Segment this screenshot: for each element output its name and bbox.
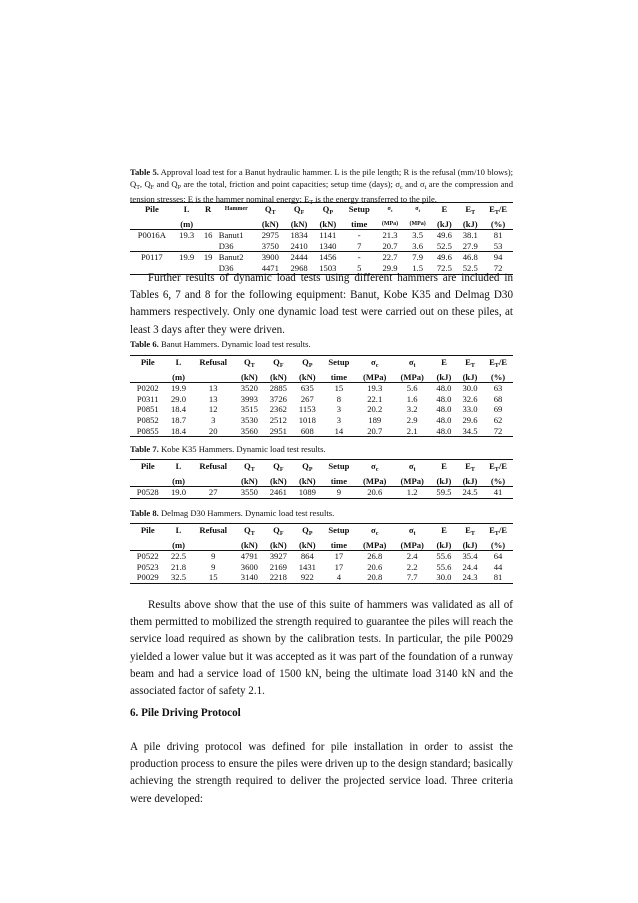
table5-caption-text: Approval load test for a Banut hydraulic hammer. L is the pile length; R is the refusal (mm/10 blows); Q	[130, 167, 513, 189]
table5-cell: 5	[342, 263, 376, 274]
table6-unit-10: (kJ)	[457, 372, 483, 383]
table6-unit-11: (%)	[483, 372, 513, 383]
table5-unit-0	[130, 219, 174, 230]
table5-caption-rest: $_T$, $Q_F$ and $Q_P$ are the total, friction and point capacities; setup time (days); $\sigma_c$ and $\sigma_t$ are the compression and tension stresses; E is the hammer nominal energy; $E_T$ is the energy transferred to the pile.	[130, 178, 514, 207]
table5-unit-12: (%)	[483, 219, 513, 230]
table5-cell: 53	[493, 240, 503, 251]
table5-unit-6: (kN)	[313, 219, 342, 230]
table-row	[130, 426, 513, 437]
table6	[130, 355, 513, 437]
table6-unit-0	[130, 372, 166, 383]
table7-header-1: L	[166, 460, 192, 476]
table6-header-4: $Q_F$	[264, 356, 293, 372]
table7-cell: 9	[322, 487, 356, 499]
table8-cell: 32.5	[166, 572, 192, 583]
table8-cell: 44	[493, 561, 503, 572]
table7-header-9: E	[431, 460, 457, 476]
table8-cell: 24.4	[462, 561, 478, 572]
table8-header-10: $E_T$	[457, 524, 483, 540]
table8-unit-3: (kN)	[235, 540, 264, 551]
table6-cell: 1.6	[406, 393, 418, 404]
table7-header-0: Pile	[130, 460, 166, 476]
table8-cell: 922	[293, 572, 322, 583]
table5-header-4: $Q_T$	[256, 203, 285, 219]
table6-header-1: L	[166, 356, 192, 372]
table5-unit-5: (kN)	[285, 219, 314, 230]
table6-unit-3: (kN)	[235, 372, 264, 383]
table7-cell: 3550	[235, 487, 264, 499]
table8-header-6: Setup	[322, 524, 356, 540]
table5-unit-9: (MPa)	[404, 219, 432, 230]
table6-cell: 8	[336, 393, 342, 404]
table6-caption-text: Banut Hammers. Dynamic load test results.	[158, 339, 311, 349]
table5-header-6: $Q_P$	[313, 203, 342, 219]
table8-cell: 3927	[269, 551, 287, 562]
table6-cell: 3726	[269, 393, 287, 404]
table7-cell: 1.2	[393, 487, 430, 499]
table6-cell: 18.4	[166, 426, 192, 437]
table6-cell: 48.0	[436, 383, 452, 394]
table7-header-10: $E_T$	[457, 460, 483, 476]
table6-cell: 48.0	[431, 426, 457, 437]
table5-cell: 1.5	[404, 263, 432, 274]
table7-unit-1: (m)	[166, 476, 192, 487]
table8-caption	[130, 508, 513, 520]
table8-unit-8: (MPa)	[393, 540, 430, 551]
table5-cell: 1340	[319, 240, 337, 251]
table5-cell	[174, 241, 200, 252]
table5-cell: 46.8	[457, 252, 483, 263]
table7-header-2: Refusal	[192, 460, 235, 476]
table6-cell: 3	[336, 414, 342, 425]
table8-header-3: $Q_T$	[235, 524, 264, 540]
table8-cell: 864	[300, 551, 314, 562]
table6-cell: 3520	[240, 383, 258, 394]
table5-caption-label: Table 5.	[130, 167, 159, 177]
table7-unit-0	[130, 476, 166, 487]
table8-unit-5: (kN)	[293, 540, 322, 551]
table7-unit-4: (kN)	[264, 476, 293, 487]
table6-cell: 48.0	[436, 414, 452, 425]
table6-cell: 30.0	[462, 383, 478, 394]
table5-cell: 2444	[285, 252, 314, 263]
table5-unit-7: time	[342, 219, 376, 230]
table8-cell: 17	[334, 561, 344, 572]
table5-cell: 20.7	[382, 240, 398, 251]
table8-cell: 35.4	[462, 551, 478, 562]
table8-cell: P0522	[136, 551, 159, 562]
table7-unit-9: (kJ)	[431, 476, 457, 487]
table8-unit-9: (kJ)	[431, 540, 457, 551]
table7-unit-6: time	[322, 476, 356, 487]
table7-header-3: $Q_T$	[235, 460, 264, 476]
table5-cell: 2968	[285, 263, 314, 274]
table7-header-7: $\sigma_c$	[356, 460, 393, 476]
table8-cell: 20.6	[367, 561, 383, 572]
table6-header-11: $E_T/E$	[483, 356, 513, 372]
table6-cell: 72	[483, 426, 513, 437]
table6-cell: P0855	[130, 426, 166, 437]
table8-caption-text: Delmag D30 Hammers. Dynamic load test results.	[158, 508, 335, 518]
table5-cell: 52.5	[457, 263, 483, 274]
table5-header-8: $\sigma_c$	[376, 203, 404, 219]
table8-cell: 24.3	[457, 572, 483, 583]
table-row	[130, 383, 513, 394]
table5-header-3: Hammer	[217, 203, 256, 219]
table8-header-11: $E_T/E$	[483, 524, 513, 540]
table7-unit-3: (kN)	[235, 476, 264, 487]
table7-cell: P0528	[130, 487, 166, 499]
table6-cell: 62	[493, 414, 503, 425]
table5-cell: Banut2	[217, 252, 256, 263]
table6-cell: 3	[336, 404, 342, 415]
table8-cell: 9	[211, 561, 216, 572]
table6-cell: 2362	[269, 404, 287, 415]
table8-cell: 81	[483, 572, 513, 583]
table8-header-1: L	[166, 524, 192, 540]
table5-unit-10: (kJ)	[431, 219, 457, 230]
table8-unit-10: (kJ)	[457, 540, 483, 551]
table6-cell: 48.0	[436, 393, 452, 404]
table5-cell: 81	[493, 230, 503, 241]
table7-header-11: $E_T/E$	[483, 460, 513, 476]
table5-cell: D36	[217, 263, 256, 274]
table6-header-2: Refusal	[192, 356, 235, 372]
table8-header-4: $Q_F$	[264, 524, 293, 540]
table6-cell: 3530	[240, 414, 258, 425]
table6-cell: 189	[368, 414, 382, 425]
table8-cell: 3140	[235, 572, 264, 583]
table5-cell: D36	[218, 240, 234, 251]
table8-cell: 55.6	[436, 561, 452, 572]
table5-header-11: $E_T$	[457, 203, 483, 219]
table5-cell: 1503	[313, 263, 342, 274]
table6-header-8: $\sigma_t$	[393, 356, 430, 372]
table6-cell: 20.2	[367, 404, 383, 415]
table6-cell: 3515	[240, 404, 258, 415]
table5-cell: 49.6	[431, 252, 457, 263]
table8-cell: 3600	[240, 561, 258, 572]
table8-header-0: Pile	[130, 524, 166, 540]
table6-cell: 2885	[269, 383, 287, 394]
table-row	[130, 551, 513, 562]
table5-cell: 52.5	[436, 240, 452, 251]
section-heading: 6. Pile Driving Protocol	[130, 707, 241, 719]
table5-header-12: $E_T/E$	[483, 203, 513, 219]
table5-cell: 3.5	[412, 230, 423, 241]
table5-cell: 3900	[256, 252, 285, 263]
table5-cell: 19.3	[179, 230, 195, 241]
table5-cell: 7.9	[404, 252, 432, 263]
table5	[130, 202, 513, 275]
table5-cell: 21.3	[382, 230, 398, 241]
table8-cell: 2218	[264, 572, 293, 583]
table6-cell: 2.1	[393, 426, 430, 437]
table6-cell: 19.9	[171, 383, 187, 394]
table-row	[130, 404, 513, 415]
table5-cell: 1456	[313, 252, 342, 263]
table6-cell: 22.1	[367, 393, 383, 404]
table6-header-10: $E_T$	[457, 356, 483, 372]
table8-header-8: $\sigma_t$	[393, 524, 430, 540]
table6-header-7: $\sigma_c$	[356, 356, 393, 372]
table5-cell: 94	[483, 252, 513, 263]
table-row	[130, 394, 513, 405]
table6-container	[130, 355, 513, 437]
table6-header-9: E	[431, 356, 457, 372]
table8	[130, 523, 513, 584]
table6-cell: 12	[208, 404, 218, 415]
table8-cell: 17	[334, 551, 344, 562]
table6-cell: 20.7	[356, 426, 393, 437]
table5-header-0: Pile	[130, 203, 174, 219]
table5-cell: P0016A	[137, 230, 166, 241]
table5-unit-1: (m)	[174, 219, 200, 230]
table8-cell: 1431	[298, 561, 316, 572]
table6-cell: P0852	[136, 414, 159, 425]
table5-header-2: R	[200, 203, 217, 219]
table8-cell: 4791	[240, 551, 258, 562]
table6-cell: P0311	[136, 393, 159, 404]
table5-cell: -	[357, 230, 361, 241]
table7-header-5: $Q_P$	[293, 460, 322, 476]
table5-unit-2	[200, 219, 217, 230]
table6-cell: 3993	[240, 393, 258, 404]
table8-header-7: $\sigma_c$	[356, 524, 393, 540]
table6-cell: 29.6	[462, 414, 478, 425]
paragraph-pile-driving-protocol: A pile driving protocol was defined for pile installation in order to assist the production process to ensure the piles were driven up to the design standard; basically achieving the strength required to deliver the projected service load. Three criteria were developed:	[130, 741, 513, 805]
table5-unit-11: (kJ)	[457, 219, 483, 230]
table6-cell: 20	[192, 426, 235, 437]
table-row	[130, 415, 513, 426]
paragraph-results-above: Results above show that the use of this suite of hammers was validated as all of them permitted to mobilized the strength required to guarantee the piles will reach the service load required as shown by the calibration tests. In particular, the pile P0029 yielded a lower value but it was accepted as it was part of the foundation of a runway beam and had a service load of 1500 kN, being the ultimate load 3140 kN and the associated factor of safety 2.1.	[130, 599, 513, 698]
table-row	[130, 572, 513, 583]
table-row	[130, 562, 513, 573]
table8-container	[130, 523, 513, 584]
table8-cell: 7.7	[393, 572, 430, 583]
table6-cell: 18.4	[171, 404, 187, 415]
table7-cell: 24.5	[457, 487, 483, 499]
table8-cell: 22.5	[171, 551, 187, 562]
table6-cell: 29.0	[171, 393, 187, 404]
table8-cell: 30.0	[431, 572, 457, 583]
table5-cell: 16	[203, 230, 213, 241]
table8-header-5: $Q_P$	[293, 524, 322, 540]
table5-cell: Banut1	[218, 230, 244, 241]
table6-cell: 19.3	[367, 383, 383, 394]
table8-cell: 2.2	[406, 561, 418, 572]
table8-cell: 15	[192, 572, 235, 583]
table-row	[130, 230, 513, 241]
table6-cell: P0851	[136, 404, 159, 415]
table8-caption-label: Table 8.	[130, 508, 159, 518]
table7-unit-11: (%)	[483, 476, 513, 487]
table7-caption-text: Kobe K35 Hammers. Dynamic load test results.	[158, 444, 326, 454]
table6-header-0: Pile	[130, 356, 166, 372]
table7-header-8: $\sigma_t$	[393, 460, 430, 476]
table6-cell: 3.2	[406, 404, 418, 415]
table8-cell: 2.4	[406, 551, 418, 562]
table6-cell: 63	[493, 383, 503, 394]
table5-unit-8: (MPa)	[376, 219, 404, 230]
table-row	[130, 241, 513, 252]
table5-container	[130, 202, 513, 275]
table7-unit-8: (MPa)	[393, 476, 430, 487]
table7-container	[130, 459, 513, 499]
table5-cell: 49.6	[436, 230, 452, 241]
table5-cell: 2975	[261, 230, 279, 241]
table-row	[130, 252, 513, 263]
table8-cell: 21.8	[171, 561, 187, 572]
table8-header-2: Refusal	[192, 524, 235, 540]
table6-cell: 608	[293, 426, 322, 437]
table6-cell: 32.6	[462, 393, 478, 404]
table7-cell: 59.5	[431, 487, 457, 499]
table7-cell: 1089	[293, 487, 322, 499]
table8-unit-7: (MPa)	[356, 540, 393, 551]
table7-cell: 41	[483, 487, 513, 499]
table6-unit-1: (m)	[166, 372, 192, 383]
table8-unit-2	[192, 540, 235, 551]
paragraph-further-results: Further results of dynamic load tests using different hammers are included in Tables 6, 7 and 8 for the following equipment: Banut, Kobe K35 and Delmag D30 hammers respectively. Only one dynamic load test were carried out on these piles, at least 3 days after they were driven.	[130, 272, 513, 336]
table6-cell: 13	[208, 393, 218, 404]
table6-cell: P0202	[136, 383, 159, 394]
table7-caption-label: Table 7.	[130, 444, 159, 454]
table7-cell: 19.0	[166, 487, 192, 499]
table5-header-1: L	[174, 203, 200, 219]
table8-unit-11: (%)	[483, 540, 513, 551]
table6-cell: 68	[493, 393, 503, 404]
table8-cell: 2169	[269, 561, 287, 572]
table5-cell: 19.9	[174, 252, 200, 263]
table5-cell: 3750	[261, 240, 279, 251]
table5-cell: 27.9	[462, 240, 478, 251]
table8-unit-6: time	[322, 540, 356, 551]
table6-header-3: $Q_T$	[235, 356, 264, 372]
table8-cell: P0029	[130, 572, 166, 583]
table5-cell: 1141	[319, 230, 337, 241]
table5-cell: P0117	[130, 252, 174, 263]
table7-header-6: Setup	[322, 460, 356, 476]
table5-unit-3	[217, 219, 256, 230]
table6-cell: 1153	[298, 404, 316, 415]
table8-cell: 55.6	[436, 551, 452, 562]
table6-unit-6: time	[322, 372, 356, 383]
table8-cell: 9	[211, 551, 216, 562]
table8-cell: 64	[493, 551, 503, 562]
table7	[130, 459, 513, 499]
table5-header-5: $Q_F$	[285, 203, 314, 219]
table6-cell: 3	[211, 414, 216, 425]
table6-cell: 48.0	[436, 404, 452, 415]
table8-header-9: E	[431, 524, 457, 540]
table7-cell: 2461	[264, 487, 293, 499]
table6-caption	[130, 339, 513, 351]
table6-unit-7: (MPa)	[356, 372, 393, 383]
table6-header-6: Setup	[322, 356, 356, 372]
table6-cell: 635	[300, 383, 314, 394]
table7-unit-7: (MPa)	[356, 476, 393, 487]
table6-cell: 2951	[264, 426, 293, 437]
table6-cell: 5.6	[406, 383, 418, 394]
table7-unit-5: (kN)	[293, 476, 322, 487]
table5-cell	[130, 241, 174, 252]
table5-cell: 29.9	[376, 263, 404, 274]
table5-cell: 1834	[290, 230, 308, 241]
table6-cell: 2.9	[406, 414, 418, 425]
table7-header-4: $Q_F$	[264, 460, 293, 476]
table-row	[130, 487, 513, 499]
table5-cell: 3.6	[412, 240, 423, 251]
table6-cell: 34.5	[457, 426, 483, 437]
table6-cell: 267	[300, 393, 314, 404]
table5-cell: 38.1	[462, 230, 478, 241]
table6-unit-4: (kN)	[264, 372, 293, 383]
table8-cell: 20.8	[356, 572, 393, 583]
table5-cell: 22.7	[376, 252, 404, 263]
table5-cell: -	[342, 252, 376, 263]
table6-cell: 33.0	[462, 404, 478, 415]
table6-cell: 15	[334, 383, 344, 394]
table6-unit-8: (MPa)	[393, 372, 430, 383]
table5-cell: 19	[200, 252, 217, 263]
table6-cell: 69	[493, 404, 503, 415]
table8-cell: 26.8	[367, 551, 383, 562]
table6-header-5: $Q_P$	[293, 356, 322, 372]
table6-cell: 3560	[235, 426, 264, 437]
table5-cell	[200, 241, 217, 252]
table5-cell: 7	[357, 240, 362, 251]
table6-cell: 2512	[269, 414, 287, 425]
table6-caption-label: Table 6.	[130, 339, 159, 349]
table7-unit-10: (kJ)	[457, 476, 483, 487]
table7-unit-2	[192, 476, 235, 487]
table7-cell: 20.6	[356, 487, 393, 499]
table5-cell: 72	[483, 263, 513, 274]
table5-unit-4: (kN)	[256, 219, 285, 230]
table8-unit-1: (m)	[166, 540, 192, 551]
table6-cell: 14	[322, 426, 356, 437]
table8-cell: 4	[322, 572, 356, 583]
table6-unit-9: (kJ)	[431, 372, 457, 383]
table5-cell: 72.5	[431, 263, 457, 274]
table6-unit-5: (kN)	[293, 372, 322, 383]
table7-cell: 27	[192, 487, 235, 499]
table5-header-9: $\sigma_t$	[404, 203, 432, 219]
table6-unit-2	[192, 372, 235, 383]
table8-unit-0	[130, 540, 166, 551]
table5-header-7: Setup	[342, 203, 376, 219]
table5-header-10: E	[431, 203, 457, 219]
table6-cell: 18.7	[171, 414, 187, 425]
table8-cell: P0523	[136, 561, 159, 572]
table5-cell: 2410	[290, 240, 308, 251]
table8-unit-4: (kN)	[264, 540, 293, 551]
table6-cell: 13	[208, 383, 218, 394]
table7-caption	[130, 444, 513, 456]
table6-cell: 1018	[298, 414, 316, 425]
table5-cell: 4471	[256, 263, 285, 274]
